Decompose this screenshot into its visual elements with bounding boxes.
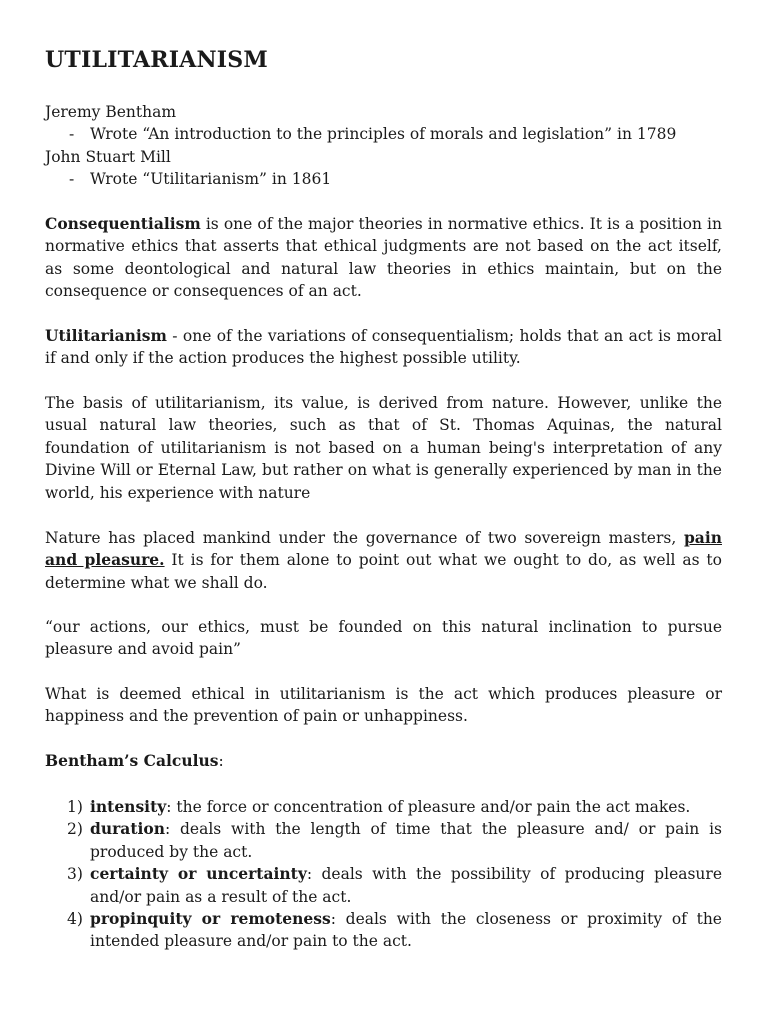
list-item <box>45 818 722 863</box>
author-work: Wrote “Utilitarianism” in 1861 <box>90 170 332 189</box>
list-item-term: duration <box>90 819 165 839</box>
quote-paragraph <box>45 616 722 661</box>
calculus-list-container <box>45 796 722 953</box>
author-name: Jeremy Bentham <box>45 103 177 121</box>
nature-text-before: Nature has placed mankind under the governance of two sovereign masters, <box>45 529 684 547</box>
ethical-paragraph <box>45 683 722 728</box>
author-work-line <box>45 168 722 190</box>
basis-text: The basis of utilitarianism, its value, is derived from nature. However, unlike the usual natural law theories, such as that of St. Thomas Aquinas, the natural foundation of utilitarianism is not based on a human being's interpretation of any Divine Will or Eternal Law, but rather on what is generally experienced by man in the world, his experience with nature <box>45 394 722 502</box>
authors-list <box>45 101 722 191</box>
pain-and-pleasure-emphasis: pain and pleasure. <box>45 528 722 570</box>
author-work-line <box>45 123 722 145</box>
list-item-text: : the force or concentration of pleasure and/or pain the act makes. <box>166 798 691 816</box>
author-work: Wrote “An introduction to the principles of morals and legislation” in 1789 <box>90 125 677 144</box>
list-item <box>45 863 722 908</box>
list-item-text: : deals with the possibility of producing pleasure and/or pain as a result of the act. <box>90 865 722 906</box>
list-item-term: certainty or uncertainty <box>90 864 307 884</box>
quote-text: “our actions, our ethics, must be founded on this natural inclination to pursue pleasure and avoid pain” <box>45 618 722 659</box>
nature-paragraph <box>45 527 722 594</box>
calculus-heading <box>45 750 722 772</box>
nature-text-after: It is for them alone to point out what we ought to do, as well as to determine what we shall do. <box>45 551 722 592</box>
list-item-number: 3) <box>67 865 83 884</box>
list-item <box>45 908 722 953</box>
consequentialism-text: is one of the major theories in normative ethics. It is a position in normative ethics that asserts that ethical judgments are not based on the act itself, as some deontological and natural law theories in ethics maintain, but on the consequence or consequences of an act. <box>45 215 722 301</box>
term-consequentialism: Consequentialism <box>45 214 201 233</box>
list-item-number: 2) <box>67 820 83 839</box>
list-item-term: intensity <box>90 797 167 816</box>
ethical-text: What is deemed ethical in utilitarianism is the act which produces pleasure or happiness and the prevention of pain or unhappiness. <box>45 685 722 726</box>
list-item-number: 1) <box>67 798 83 816</box>
calculus-heading-colon: : <box>218 752 224 770</box>
dash-bullet: - <box>69 170 75 189</box>
calculus-heading-text: Bentham’s Calculus <box>45 751 219 770</box>
dash-bullet: - <box>69 125 75 144</box>
basis-paragraph <box>45 392 722 504</box>
consequentialism-paragraph <box>45 213 722 303</box>
list-item-text: : deals with the closeness or proximity of the intended pleasure and/or pain to the act. <box>90 910 722 951</box>
term-utilitarianism: Utilitarianism <box>45 326 167 345</box>
calculus-list <box>45 796 722 953</box>
list-item-term: propinquity or remoteness <box>90 909 331 929</box>
list-item <box>45 796 722 818</box>
page-title: UTILITARIANISM <box>45 47 268 73</box>
list-item-text: : deals with the length of time that the pleasure and/ or pain is produced by the act. <box>90 820 722 861</box>
utilitarianism-definition-paragraph <box>45 325 722 370</box>
list-item-number: 4) <box>67 910 83 929</box>
utilitarianism-definition-text: - one of the variations of consequentialism; holds that an act is moral if and only if the action produces the highest possible utility. <box>45 327 722 368</box>
author-name: John Stuart Mill <box>45 147 171 166</box>
